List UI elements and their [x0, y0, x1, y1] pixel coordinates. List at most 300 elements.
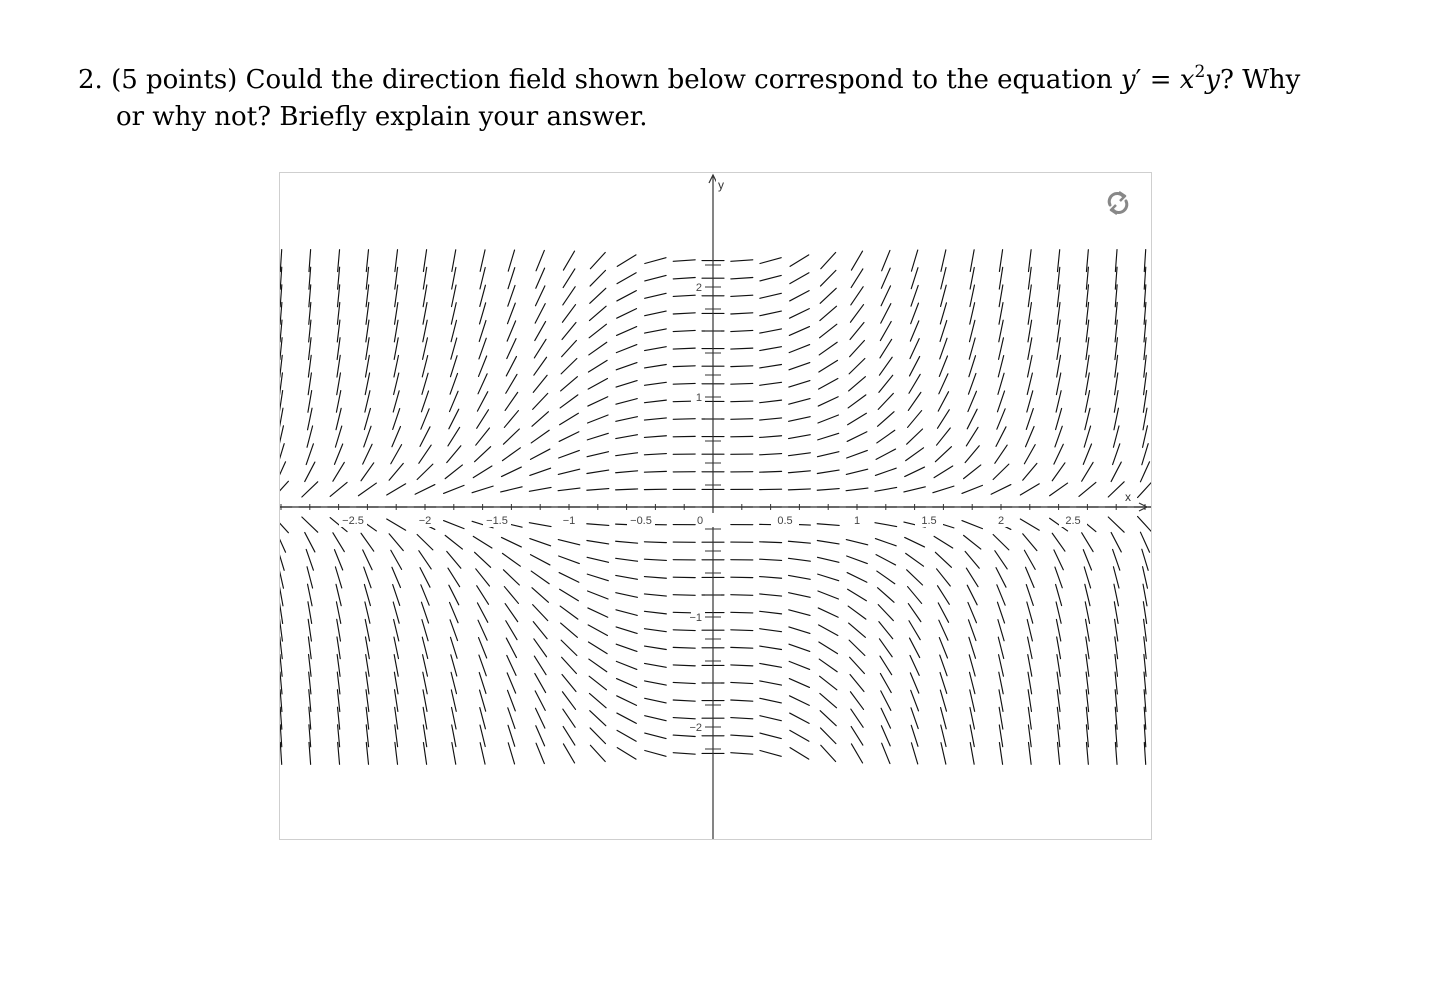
slope-segment [760, 454, 782, 455]
slope-segment [760, 382, 782, 385]
slope-segment [590, 711, 606, 726]
slope-segment [940, 338, 947, 359]
slope-segment [818, 574, 839, 581]
slope-segment [820, 728, 835, 744]
slope-segment [851, 251, 862, 270]
slope-segment [280, 549, 284, 570]
slope-segment [760, 471, 782, 472]
slope-segment [817, 557, 838, 562]
slope-segment [419, 551, 431, 569]
slope-segment [444, 485, 464, 493]
slope-segment [851, 744, 862, 763]
slope-segment [504, 587, 518, 604]
slope-segment [1052, 533, 1065, 551]
slope-segment [501, 487, 522, 492]
slope-segment [731, 682, 753, 683]
slope-segment [280, 426, 283, 447]
slope-segment [968, 602, 977, 622]
slope-segment [817, 470, 839, 473]
slope-segment [563, 269, 575, 288]
slope-segment [644, 611, 666, 614]
slope-segment [421, 585, 429, 605]
slope-segment [561, 623, 578, 637]
slope-segment [996, 427, 1006, 447]
slope-segment [587, 541, 609, 544]
slope-segment [788, 471, 810, 473]
slope-segment [479, 356, 487, 376]
slope-segment [617, 748, 636, 760]
slope-segment [1024, 550, 1035, 569]
slope-segment [559, 573, 579, 583]
slope-segment [881, 708, 890, 728]
slope-segment [505, 392, 518, 410]
slope-segment [789, 679, 809, 688]
slope-segment [848, 589, 867, 600]
slope-segment [875, 523, 897, 527]
slope-segment [361, 463, 374, 481]
slope-segment [558, 540, 579, 545]
slope-segment [995, 445, 1007, 463]
slope-segment [558, 488, 580, 491]
slope-segment [531, 571, 549, 584]
slope-segment [561, 359, 577, 374]
slope-segment [962, 485, 982, 493]
slope-segment [760, 293, 781, 298]
slope-segment [937, 569, 951, 586]
slope-segment [760, 663, 782, 667]
slope-segment [851, 269, 863, 288]
slope-segment [910, 356, 920, 376]
slope-segment [417, 464, 433, 479]
reset-icon[interactable] [1102, 187, 1134, 219]
slope-segment [644, 436, 666, 438]
slope-segment [911, 303, 919, 324]
slope-segment [731, 753, 753, 755]
slope-segment [789, 661, 809, 669]
slope-segment [877, 430, 895, 443]
slope-segment [789, 593, 810, 598]
slope-segment [821, 252, 836, 268]
slope-segment [846, 540, 867, 545]
slope-segment [587, 524, 609, 526]
slope-segment [731, 419, 753, 420]
slope-segment [508, 303, 516, 324]
slope-segment [587, 452, 608, 457]
slope-segment [645, 275, 666, 280]
slope-segment [535, 321, 546, 340]
slope-segment [849, 377, 866, 391]
slope-segment [880, 656, 892, 675]
equation-equals: = [1141, 65, 1180, 95]
slope-segment [731, 366, 753, 367]
slope-segment [506, 356, 516, 376]
slope-segment [731, 348, 753, 349]
slope-segment [1020, 484, 1039, 495]
slope-segment [820, 693, 837, 707]
slope-segment [588, 625, 607, 636]
slope-segment [330, 482, 347, 496]
slope-segment [673, 295, 695, 296]
slope-segment [508, 725, 515, 746]
reset-icon-bg[interactable] [1102, 187, 1134, 219]
slope-segment [588, 379, 607, 390]
slope-segment [908, 392, 921, 410]
slope-segment [937, 410, 949, 429]
slope-segment [910, 673, 918, 693]
slope-segment [760, 716, 781, 721]
slope-segment [476, 428, 490, 445]
slope-segment [820, 711, 836, 726]
slope-segment [589, 693, 606, 707]
slope-segment [504, 411, 518, 428]
slope-segment [479, 673, 486, 694]
slope-segment [587, 574, 608, 581]
x-tick-label: 2 [997, 515, 1005, 527]
slope-segment [911, 268, 918, 289]
slope-segment [911, 690, 919, 711]
slope-segment [645, 311, 667, 316]
slope-segment [560, 395, 578, 408]
slope-segment [731, 700, 753, 701]
slope-segment [851, 726, 863, 745]
slope-segment [788, 558, 810, 561]
slope-segment [880, 321, 891, 340]
slope-segment [789, 345, 809, 353]
slope-segment [673, 330, 695, 331]
slope-segment [533, 393, 548, 409]
slope-segment [673, 260, 695, 262]
slope-segment [450, 620, 457, 641]
slope-segment [760, 594, 782, 596]
slope-segment [934, 536, 953, 548]
slope-segment [502, 553, 520, 566]
slope-segment [415, 485, 435, 495]
slope-segment [645, 258, 666, 264]
slope-segment [280, 444, 284, 465]
slope-segment [473, 466, 492, 478]
slope-segment [941, 743, 946, 764]
slope-segment [760, 751, 781, 757]
slope-segment [530, 539, 551, 546]
slope-segment [939, 620, 948, 640]
slope-segment [449, 585, 459, 605]
slope-segment [879, 622, 893, 639]
slope-segment [449, 409, 459, 429]
slope-segment [508, 285, 515, 306]
slope-segment [501, 537, 521, 547]
slope-segment [562, 322, 576, 339]
slope-segment [535, 286, 544, 306]
slope-segment [760, 681, 782, 685]
slope-segment [616, 575, 638, 579]
slope-segment [533, 622, 547, 639]
slope-segment [479, 321, 486, 342]
slope-segment [477, 410, 489, 429]
slope-segment [389, 463, 403, 480]
slope-segment [817, 541, 839, 544]
slope-segment [731, 313, 753, 314]
slope-segment [875, 487, 897, 491]
x-tick-label: −2.5 [342, 515, 364, 527]
slope-segment [820, 270, 835, 286]
slope-segment [616, 610, 637, 616]
slope-segment [760, 275, 781, 280]
slope-segment [1023, 534, 1037, 551]
slope-segment [616, 644, 637, 651]
slope-segment [760, 542, 782, 543]
slope-segment [529, 523, 551, 527]
slope-segment [673, 366, 695, 367]
slope-segment [587, 470, 609, 473]
slope-segment [477, 392, 487, 411]
slope-segment [333, 533, 344, 552]
slope-segment [1108, 482, 1124, 497]
slope-segment [850, 692, 863, 710]
slope-segment [760, 329, 782, 333]
slope-segment [1050, 483, 1068, 496]
slope-segment [1052, 463, 1065, 481]
slope-segment [940, 321, 947, 342]
slope-segment [560, 606, 578, 619]
slope-segment [962, 521, 982, 529]
slope-segment [819, 360, 838, 372]
slope-segment [475, 552, 491, 567]
slope-segment [760, 418, 782, 420]
slope-segment [560, 413, 579, 424]
slope-segment [616, 363, 637, 370]
slope-segment [847, 556, 868, 564]
slope-segment [1024, 445, 1035, 464]
slope-segment [507, 321, 515, 341]
slope-segment [1079, 482, 1096, 496]
slope-segment [280, 481, 288, 497]
slope-segment [333, 462, 344, 481]
slope-segment [536, 250, 544, 270]
slope-segment [645, 365, 667, 368]
slope-segment [850, 305, 863, 323]
slope-segment [558, 469, 579, 474]
slope-segment [879, 639, 892, 657]
slope-segment [1082, 533, 1093, 552]
x-tick-label: 1 [853, 515, 861, 527]
slope-segment [876, 449, 895, 459]
slope-segment [589, 676, 606, 690]
slope-segment [590, 728, 605, 744]
slope-segment [940, 673, 947, 694]
slope-segment [508, 250, 514, 271]
slope-segment [420, 568, 430, 588]
slope-segment [731, 278, 753, 279]
slope-segment [644, 471, 666, 472]
slope-segment [560, 589, 579, 600]
x-tick-label: −0.5 [630, 515, 652, 527]
slope-segment [938, 603, 948, 622]
slope-segment [789, 363, 810, 370]
slope-segment [907, 570, 923, 585]
slope-segment [645, 347, 667, 351]
slope-segment [280, 516, 288, 532]
slope-segment [644, 400, 666, 403]
slope-segment [590, 288, 606, 303]
slope-segment [588, 360, 607, 372]
slope-segment [507, 673, 515, 693]
slope-segment [448, 568, 460, 587]
slope-segment [968, 391, 977, 411]
slope-segment [389, 534, 403, 551]
slope-segment [820, 288, 836, 303]
slope-segment [616, 435, 638, 439]
slope-segment [589, 342, 607, 355]
slope-segment [420, 427, 430, 447]
slope-segment [997, 409, 1005, 429]
slope-segment [616, 558, 638, 561]
slope-segment [616, 381, 637, 387]
slope-segment [505, 604, 518, 622]
y-tick-label: −2 [689, 722, 702, 734]
slope-segment [935, 447, 951, 462]
slope-segment [760, 311, 782, 316]
slope-segment [536, 268, 545, 288]
direction-field-svg[interactable] [280, 173, 1152, 840]
slope-segment [478, 620, 487, 640]
slope-segment [760, 733, 781, 738]
slope-segment [616, 661, 636, 669]
slope-segment [993, 535, 1009, 550]
slope-segment [587, 557, 608, 562]
slope-segment [535, 691, 545, 711]
slope-segment [849, 359, 865, 374]
slope-segment [617, 713, 636, 723]
slope-segment [1108, 517, 1124, 532]
slope-segment [731, 735, 753, 736]
slope-segment [532, 412, 549, 427]
slope-segment [536, 743, 544, 763]
slope-segment [673, 348, 695, 349]
direction-field-plot[interactable] [279, 172, 1152, 840]
slope-segment [904, 487, 925, 492]
slope-segment [616, 453, 638, 456]
slope-segment [991, 485, 1011, 495]
slope-segment [937, 586, 949, 605]
slope-segment [506, 638, 516, 658]
slope-segment [911, 743, 917, 764]
slope-segment [590, 270, 605, 286]
slope-segment [818, 433, 839, 440]
slope-segment [907, 429, 923, 444]
slope-segment [760, 577, 782, 579]
slope-segment [789, 381, 810, 387]
slope-segment [760, 365, 782, 368]
slope-segment [965, 446, 979, 463]
slope-segment [588, 397, 608, 406]
slope-segment [476, 569, 490, 586]
slope-segment [880, 339, 892, 358]
slope-segment [444, 521, 464, 529]
slope-segment [589, 306, 606, 320]
slope-segment [616, 627, 637, 633]
slope-segment [507, 655, 516, 675]
slope-segment [731, 612, 753, 613]
slope-segment [731, 401, 753, 402]
slope-segment [358, 483, 376, 496]
slope-segment [846, 488, 868, 491]
slope-segment [760, 646, 782, 649]
slope-segment [881, 726, 890, 746]
equation-rhs-var: y [1205, 65, 1220, 95]
slope-segment [875, 468, 896, 475]
slope-segment [589, 324, 606, 338]
slope-segment [417, 535, 433, 550]
slope-segment [875, 539, 896, 546]
slope-segment [530, 468, 551, 475]
slope-segment [479, 638, 487, 658]
slope-segment [905, 467, 925, 477]
slope-segment [507, 339, 516, 359]
slope-segment [731, 718, 753, 719]
slope-segment [911, 708, 918, 729]
slope-segment [480, 250, 485, 271]
slope-segment [588, 642, 607, 654]
slope-segment [908, 604, 921, 622]
slope-segment [645, 646, 667, 649]
slope-segment [587, 433, 608, 440]
slope-segment [616, 399, 637, 405]
slope-segment [760, 347, 782, 351]
slope-segment [788, 453, 810, 456]
tick-labels [339, 176, 1131, 734]
slope-segment [673, 735, 695, 736]
slope-segment [1138, 516, 1152, 532]
slope-segment [820, 676, 837, 690]
question-trail: ? Why [1219, 65, 1301, 95]
slope-segment [673, 595, 695, 596]
slope-segment [673, 630, 695, 631]
slope-segment [731, 260, 753, 262]
slope-segment [302, 517, 318, 532]
slope-segment [906, 553, 924, 566]
slope-segment [966, 568, 978, 587]
slope-segment [817, 489, 839, 491]
y-tick-label: −1 [689, 612, 702, 624]
slope-segment [645, 698, 667, 703]
slope-segment [387, 519, 406, 530]
slope-segment [850, 322, 864, 339]
slope-segment [848, 606, 866, 619]
slope-segment [876, 555, 895, 565]
slope-segment [617, 291, 636, 301]
slope-segment [588, 415, 608, 423]
slope-segment [909, 374, 920, 393]
equation-prime: ′ [1135, 65, 1142, 95]
slope-segment [562, 340, 577, 356]
slope-segment [280, 408, 283, 430]
slope-segment [1023, 463, 1037, 480]
slope-segment [645, 329, 667, 333]
slope-segment [536, 726, 545, 746]
slope-segment [447, 551, 461, 568]
slope-segment [617, 696, 637, 706]
slope-segment [789, 644, 810, 651]
slope-segment [529, 487, 551, 491]
slope-segment [937, 428, 951, 445]
slope-segment [760, 611, 782, 614]
slope-segment [760, 436, 782, 438]
equation [1120, 62, 1220, 95]
slope-segment [562, 674, 576, 691]
slope-segment [850, 340, 865, 356]
slope-segment [760, 559, 782, 560]
slope-segment [910, 321, 918, 341]
